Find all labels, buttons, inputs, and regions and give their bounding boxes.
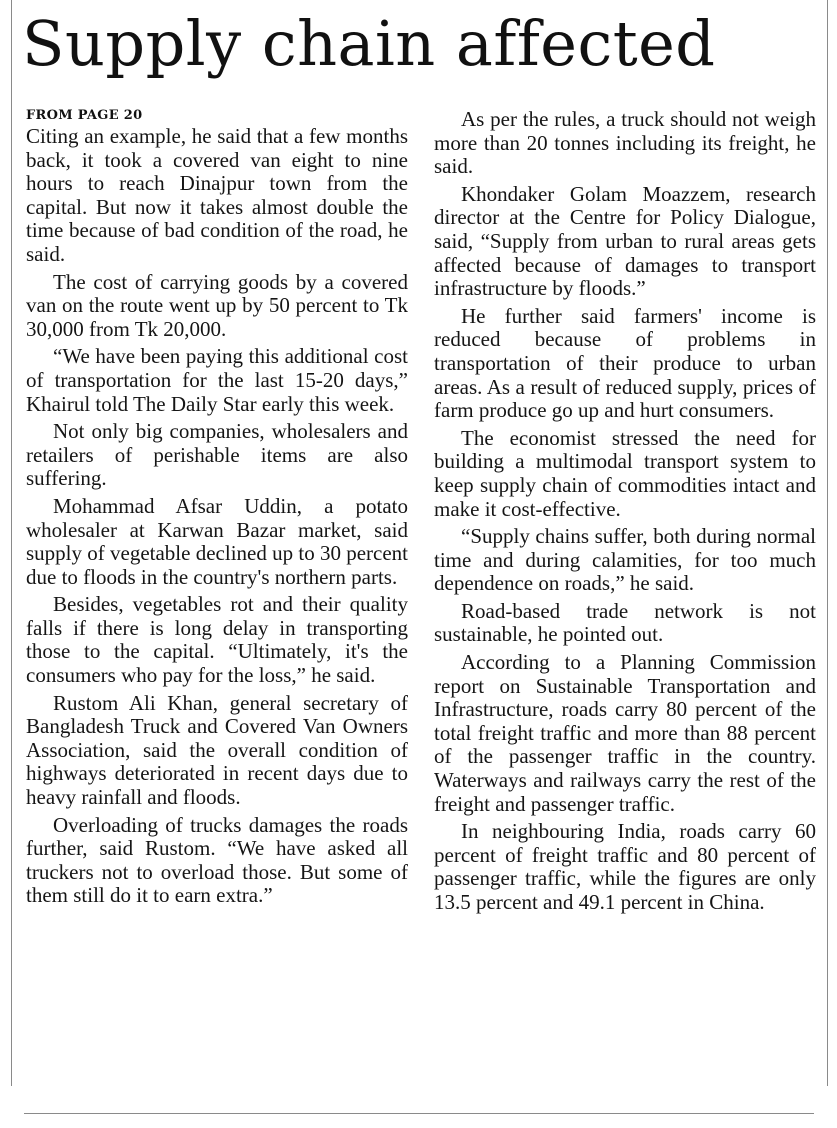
paragraph: Road-based trade network is not sustainable, he pointed out. bbox=[434, 598, 816, 647]
paragraph: In neighbouring India, roads carry 60 percent of freight traffic and 80 percent of passenger traffic, while the figures are only 13.5 percent and 49.1 percent in China. bbox=[434, 819, 816, 914]
paragraph: “We have been paying this additional cost of transportation for the last 15-20 days,” Khairul told The Daily Star early this week. bbox=[26, 344, 408, 416]
paragraph: “Supply chains suffer, both during normal time and during calamities, for too much dependence on roads,” he said. bbox=[434, 524, 816, 596]
paragraph: Rustom Ali Khan, general secretary of Bangladesh Truck and Covered Van Owners Association, said the overall condition of highways deteriorated in recent days due to heavy rainfall and floods. bbox=[26, 690, 408, 810]
paragraph: Overloading of trucks damages the roads further, said Rustom. “We have asked all truckers not to overload those. But some of them still do it to earn extra.” bbox=[26, 812, 408, 908]
paragraph: The cost of carrying goods by a covered van on the route went up by 50 percent to Tk 30,000 from Tk 20,000. bbox=[26, 269, 408, 341]
right-column-rule bbox=[827, 0, 828, 1086]
paragraph: According to a Planning Commission report on Sustainable Transportation and Infrastructure, roads carry 80 percent of the total freight traffic and more than 88 percent of the passenger traffic in the country. Waterways and railways carry the rest of the freight and passenger traffic. bbox=[434, 650, 816, 816]
headline: Supply chain affected bbox=[22, 7, 716, 80]
left-column-rule bbox=[11, 0, 12, 1086]
bottom-rule bbox=[24, 1113, 814, 1114]
paragraph: Citing an example, he said that a few months back, it took a covered van eight to nine hours to reach Dinajpur town from the capital. But now it takes almost double the time because of bad condition of the road, he said. bbox=[26, 124, 408, 266]
paragraph: The economist stressed the need for building a multimodal transport system to keep supply chain of commodities intact and make it cost-effective. bbox=[434, 425, 816, 521]
jump-line: FROM PAGE 20 bbox=[26, 108, 143, 123]
right-column bbox=[434, 108, 816, 919]
left-column bbox=[26, 108, 408, 912]
paragraph: He further said farmers' income is reduced because of problems in transportation of their produce to urban areas. As a result of reduced supply, prices of farm produce go up and hurt consumers. bbox=[434, 303, 816, 423]
paragraph: As per the rules, a truck should not weigh more than 20 tonnes including its freight, he said. bbox=[434, 107, 816, 179]
paragraph: Khondaker Golam Moazzem, research director at the Centre for Policy Dialogue, said, “Supply from urban to rural areas gets affected because of damages to transport infrastructure by floods.” bbox=[434, 181, 816, 301]
paragraph: Besides, vegetables rot and their quality falls if there is long delay in transporting those to the capital. “Ultimately, it's the consumers who pay for the loss,” he said. bbox=[26, 592, 408, 688]
paragraph: Not only big companies, wholesalers and retailers of perishable items are also suffering. bbox=[26, 419, 408, 491]
paragraph: Mohammad Afsar Uddin, a potato wholesaler at Karwan Bazar market, said supply of vegetable declined up to 30 percent due to floods in the country's northern parts. bbox=[26, 493, 408, 589]
